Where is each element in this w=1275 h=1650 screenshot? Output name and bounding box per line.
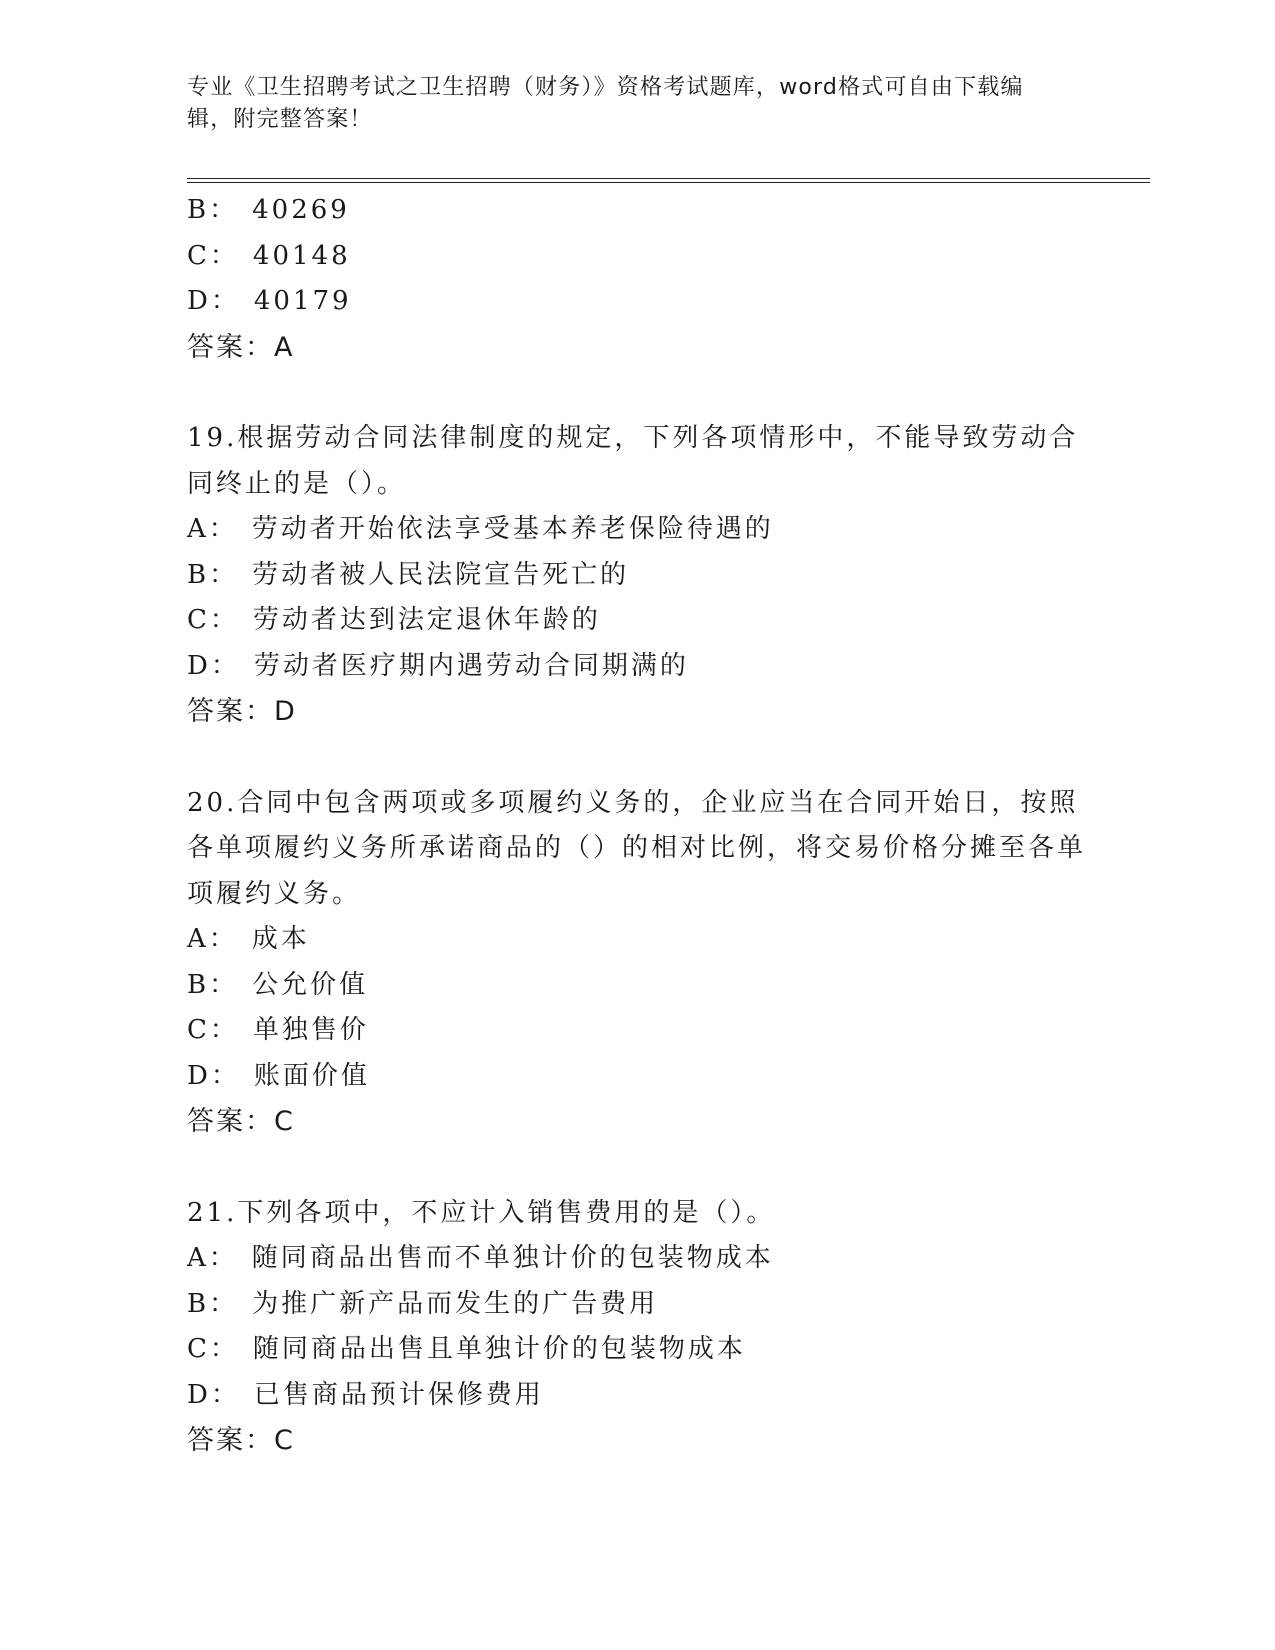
option-letter: B： [187,559,239,590]
answer-line: 答案：D [187,696,297,727]
question-stem: 20.合同中包含两项或多项履约义务的，企业应当在合同开始日，按照各单项履约义务所承诺商品的（）的相对比例，将交易价格分摊至各单项履约义务。 [187,787,1087,909]
option-b [187,553,1087,599]
option-text: 账面价值 [253,1060,370,1091]
option-text: 劳动者达到法定退休年龄的 [252,605,601,635]
option-b [187,188,1087,234]
option-text: 单独售价 [252,1015,369,1045]
option-a [187,507,1087,553]
option-text: 40269 [252,195,350,225]
option-b [187,963,1087,1009]
option-d [187,1054,1087,1100]
option-letter: D： [187,1379,240,1410]
answer-line: 答案：C [187,1106,295,1137]
question-block-18 [187,188,1087,370]
option-d [187,644,1087,690]
option-letter: A： [187,1243,238,1273]
option-letter: B： [187,195,239,225]
option-letter: B： [187,1288,239,1319]
option-text: 成本 [251,924,310,954]
option-letter: D： [187,650,240,681]
option-d [187,1373,1087,1419]
option-letter: C： [187,1334,239,1364]
option-c [187,1327,1087,1373]
option-letter: C： [187,605,239,635]
option-text: 为推广新产品而发生的广告费用 [252,1288,659,1319]
question-list [187,188,1087,1464]
answer-line: 答案：A [187,331,295,363]
option-c [187,234,1087,280]
option-letter: D： [187,1060,240,1091]
option-d [187,279,1087,325]
option-text: 劳动者医疗期内遇劳动合同期满的 [253,650,689,681]
option-a [187,917,1087,963]
option-c [187,1008,1087,1054]
option-letter: C： [187,240,239,271]
option-letter: A： [187,514,238,544]
option-letter: D： [187,286,240,316]
header-rule-bottom [187,182,1150,183]
answer-line: 答案：C [187,1425,295,1456]
option-text: 40179 [253,286,352,316]
option-b [187,1282,1087,1328]
question-block-19 [187,416,1087,735]
option-c [187,598,1087,644]
question-stem: 19.根据劳动合同法律制度的规定，下列各项情形中，不能导致劳动合同终止的是（）。 [187,423,1079,499]
option-text: 劳动者开始依法享受基本养老保险待遇的 [251,514,774,544]
question-block-20 [187,781,1087,1145]
option-text: 40148 [252,240,351,271]
option-text: 随同商品出售而不单独计价的包装物成本 [251,1243,774,1273]
option-letter: C： [187,1015,239,1045]
header-rule-top [187,178,1150,179]
document-header: 专业《卫生招聘考试之卫生招聘（财务）》资格考试题库，word格式可自由下载编辑，附完整答案！ [187,75,1024,132]
option-letter: B： [187,969,239,1000]
option-text: 公允价值 [252,969,369,1000]
option-a [187,1236,1087,1282]
option-text: 劳动者被人民法院宣告死亡的 [252,559,630,590]
option-text: 随同商品出售且单独计价的包装物成本 [252,1334,746,1364]
option-text: 已售商品预计保修费用 [253,1379,544,1410]
question-block-21 [187,1191,1087,1464]
option-letter: A： [187,924,238,954]
question-stem: 21.下列各项中，不应计入销售费用的是（）。 [187,1197,776,1228]
